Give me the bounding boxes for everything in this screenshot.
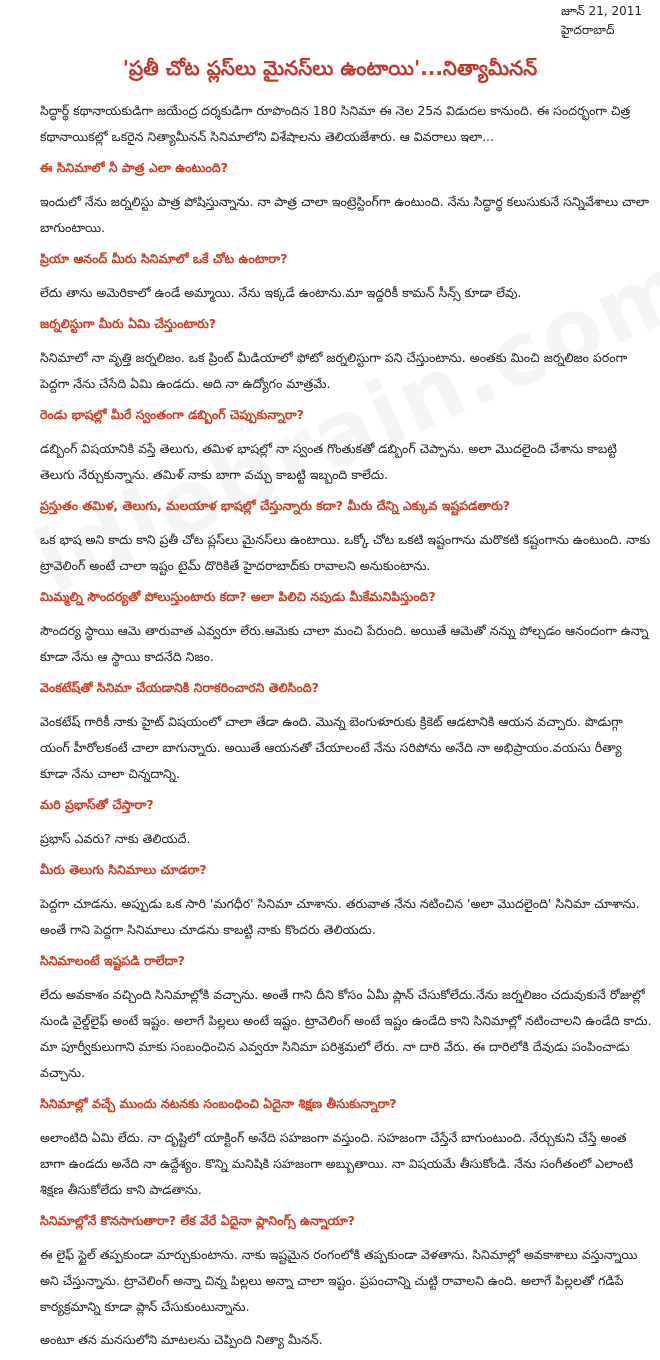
answer-10: లేదు అవకాశం వచ్చింది సినిమాల్లోకి వచ్చాను. అంతే గాని దీని కోసం ఏమీ ప్లాన్ చేసుకోలేదు.నేను జర్నలిజం చదువుకునే రోజుల్లో నుండి వైల్డ్‌లైఫ్ అంటే ఇష్టం. అలాగే పిల్లలు అంటే ఇష్టం. ట్రావెలింగ్ అంటే ఇష్టం ఉండేది కాని సినిమాల్లో నటించాలని ఉండేది కాదు. మా పూర్వీకులుగాని మాకు సంబంధించిన ఎవ్వరూ సినిమా పరిశ్రమలో లేరు. నా దారి వేరు. ఈ దారిలోకి దేవుడు పంపించాడు వచ్చాను. xyxy=(40,987,652,1080)
date-text: జూన్ 21, 2011 xyxy=(560,4,642,18)
answer-8: ప్రభాస్ ఎవరు? నాకు తెలియదే. xyxy=(40,831,191,846)
answer-12: ఈ లైఫ్ స్టైల్ తప్పకుండా మార్చుకుంటాను. నాకు ఇష్టమైన రంగంలోకి తప్పకుండా వెళతాను. సినిమాల్లో అవకాశాలు వస్తున్నాయి అని చేస్తున్నాను. ట్రావెలింగ్ అన్నా చిన్న పిల్లలు అన్నా చాలా ఇష్టం. ప్రపంచాన్ని చుట్టి రావాలని ఉంది. అలాగే పిల్లలతో గడిపే కార్యక్రమాన్ని కూడా ప్లాన్ చేసుకుంటున్నాను. xyxy=(40,1247,638,1314)
answer-2: లేదు తాను అమెరికాలో ఉండే అమ్మాయి. నేను ఇక్కడే ఉంటాను.మా ఇద్దరికీ కామన్ సీన్స్ కూడా లేవు. xyxy=(40,285,522,300)
question-2: ప్రియా ఆనంద్ మీరు సినిమాలో ఒకే చోట ఉంటారా? xyxy=(40,251,288,266)
intro-paragraph: సిద్ధార్థ్ కథానాయకుడిగా జయేంద్ర దర్శకుడిగా రూపొందిన 180 సినిమా ఈ నెల 25న విడుదల కానుంది. ఈ సందర్భంగా చిత్ర కథానాయికల్లో ఒకరైన నిత్యామీనన్ సినిమాలోని విశేషాలను తెలియజేశారు. ఆ వివరాలు ఇలా... xyxy=(40,103,631,144)
question-11: సినిమాల్లో వచ్చే ముందు నటనకు సంబంధించి ఏదైనా శిక్షణ తీసుకున్నారా? xyxy=(40,1096,397,1111)
article-title: 'ప్రతీ చోట ప్లస్‌లు మైనస్‌లు ఉంటాయి'...నిత్యామీనన్ xyxy=(122,56,538,80)
answer-11: అలాంటిది ఏమి లేదు. నా దృష్టిలో యాక్టింగ్ అనేది సహజంగా వస్తుంది. సహజంగా చేస్తేనే బాగుంటుంది. నేర్చుకుని చేస్తే అంత బాగా ఉండదు అనేది నా ఉద్దేశ్యం. కొన్ని మనిషికి సహజంగా అబ్బుతాయి. నా విషయమే తీసుకోండి. నేను సంగీతంలో ఎలాంటి శిక్షణ తీసుకోలేదు కాని పాడతాను. xyxy=(40,1130,634,1197)
answer-1: ఇందులో నేను జర్నలిస్టు పాత్ర పోషిస్తున్నాను. నా పాత్ర చాలా ఇంట్రెస్టింగ్‌గా ఉంటుంది. నేను సిద్ధార్థ కలుసుకునే సన్నివేశాలు చాలా బాగుంటాయి. xyxy=(40,194,649,235)
question-7: వెంకటేష్‌తో సినిమా చేయడానికి నిరాకరించారని తెలిసింది? xyxy=(40,680,319,695)
question-5: ప్రస్తుతం తమిళ, తెలుగు, మలయాళ భాషల్లో చేస్తున్నారు కదా? మీరు దేన్ని ఎక్కువ ఇష్టపడతారు? xyxy=(40,498,511,513)
closing-paragraph: అంటూ తన మనసులోని మాటలను చెప్పింది నిత్యా మీనన్. xyxy=(40,1332,323,1347)
question-1: ఈ సినిమాలో నీ పాత్ర ఎలా ఉంటుంది? xyxy=(40,160,228,175)
answer-5: ఒక భాష అని కాదు కాని ప్రతీ చోట ప్లస్‌లు మైనస్‌లు ఉంటాయి. ఒక్కో చోట ఒకటి ఇష్టంగాను మరొకటి కష్టంగాను ఉంటుంది. నాకు ట్రావెలింగ్ అంటే చాలా ఇష్టం టైమ్ దొరికితే హైదరాబాద్‌కు రావాలని అనుకుంటాను. xyxy=(40,532,651,573)
question-9: మీరు తెలుగు సినిమాలు చూడరా? xyxy=(40,862,207,877)
answer-4: డబ్బింగ్ విషయానికి వస్తే తెలుగు, తమిళ భాషల్లో నా స్వంత గొంతుకతో డబ్బింగ్ చెప్పాను. అలా మొదలైంది చేశాను కాబట్టి తెలుగు నేర్చుకున్నాను. తమిళ్ నాకు బాగా వచ్చు కాబట్టి ఇబ్బంది కాలేదు. xyxy=(40,441,617,482)
answer-9: పెద్దగా చూడను. అప్పుడు ఒక సారి 'మగధీర' సినిమా చూశాను. తరువాత నేను నటించిన 'అలా మొదలైంది' సినిమా చూశాను. అంతే గాని పెద్దగా సినిమాలు చూడను కాబట్టి నాకు కొందరు తెలియదు. xyxy=(40,896,640,937)
question-8: మరి ప్రభాస్‌తో చేస్తారా? xyxy=(40,797,154,812)
question-4: రెండు భాషల్లో మీరే స్వంతంగా డబ్బింగ్ చెప్పుకున్నారా? xyxy=(40,407,304,422)
place-text: హైదరాబాద్ xyxy=(560,23,615,37)
answer-3: సినిమాలో నా వృత్తి జర్నలిజం. ఒక ప్రింట్ మీడియాలో ఫోటో జర్నలిస్టుగా పని చేస్తుంటాను. అంతకు మించి జర్నలిజం పరంగా పెద్దగా నేను చేసేది ఏమి ఉండదు. అది నా ఉద్యోగం మాత్రమే. xyxy=(40,350,628,391)
answer-7: వెంకటేష్ గారికీ నాకు హైట్ విషయంలో చాలా తేడా ఉంది. మొన్న బెంగుళూరుకు క్రికెట్ ఆడటానికి ఆయన వచ్చారు. పొడుగ్గా యంగ్ హీరోలకంటే చాలా బాగున్నారు. అయితే ఆయనతో చేయాలంటే నేను సరిపోను అనేది నా అభిప్రాయం.వయసు రీత్యా కూడా నేను చాలా చిన్నదాన్ని. xyxy=(40,714,623,781)
article-body xyxy=(40,98,652,1360)
question-3: జర్నలిస్టుగా మీరు ఏమి చేస్తుంటారు? xyxy=(40,316,217,331)
answer-6: సౌందర్య స్థాయి ఆమె తారువాత ఎవ్వరూ లేరు.ఆమెకు చాలా మంచి పేరుంది. అయితే ఆమెతో నన్ను పోల్చడం ఆనందంగా ఉన్నా కూడా నేను ఆ స్థాయి కాదనేది నిజం. xyxy=(40,623,649,664)
dateline xyxy=(561,2,642,40)
question-6: మిమ్మల్ని సౌందర్యతో పోలుస్తుంటారు కదా? అలా పిలిచి నపుడు మీకేమనిపిస్తుంది? xyxy=(40,589,436,604)
question-12: సినిమాల్లోనే కొనసాగుతారా? లేక వేరే ఏదైనా ప్లానింగ్స్ ఉన్నాయా? xyxy=(40,1213,355,1228)
question-10: సినిమాలంటే ఇష్టపడి రాలేదా? xyxy=(40,953,185,968)
